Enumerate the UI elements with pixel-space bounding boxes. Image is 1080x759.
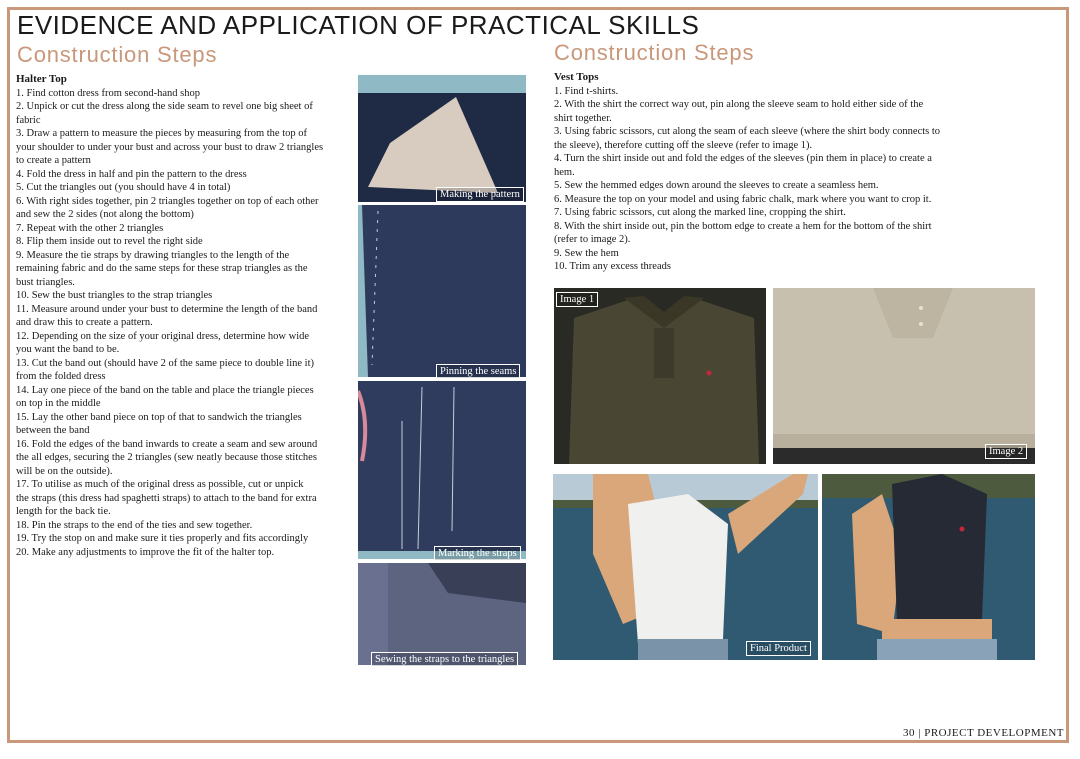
vest-tops-steps xyxy=(554,71,974,274)
caption-final-product: Final Product xyxy=(746,641,811,656)
photo-image-1 xyxy=(554,288,766,464)
step-line: (refer to image 2). xyxy=(554,234,631,245)
step-line: 11. Measure around under your bust to determine the length of the band xyxy=(16,303,318,315)
step-line: 2. With the shirt the correct way out, pin along the sleeve seam to hold either side of the xyxy=(554,99,924,110)
caption-making-pattern: Making the pattern xyxy=(436,187,524,202)
step-line: 13. Cut the band out (should have 2 of the same piece to double line it) xyxy=(16,357,315,369)
caption-image-1: Image 1 xyxy=(556,292,598,307)
step-line: 9. Sew the hem xyxy=(554,247,619,259)
step-line: 5. Sew the hemmed edges down around the sleeves to create a seamless hem. xyxy=(554,180,879,191)
step-line: 12. Depending on the size of your original dress, determine how wide xyxy=(16,330,310,342)
halter-top-heading: Halter Top xyxy=(16,73,67,85)
step-line: bust triangles. xyxy=(16,276,75,288)
step-line: 8. With the shirt inside out, pin the bottom edge to create a hem for the bottom of the shirt xyxy=(554,220,932,232)
vest-tops-heading: Vest Tops xyxy=(554,71,599,83)
step-line: hem. xyxy=(554,166,575,178)
step-line: the straps (this dress had spaghetti straps) to attach to the band for extra xyxy=(16,492,317,504)
caption-image-2: Image 2 xyxy=(985,444,1027,459)
step-line: 6. With right sides together, pin 2 triangles together on top of each other xyxy=(16,195,319,207)
step-line: your shoulder to under your bust and across your bust to draw 2 triangles xyxy=(16,141,324,153)
step-line: shirt together. xyxy=(554,112,612,124)
photo-sewing-straps xyxy=(358,563,526,665)
step-line: 19. Try the stop on and make sure it ties properly and fits accordingly xyxy=(16,533,309,544)
step-line: 2. Unpick or cut the dress along the side seam to revel one big sheet of xyxy=(16,101,313,112)
step-line: and sew the 2 sides (not along the bottom) xyxy=(16,209,194,220)
step-line: 6. Measure the top on your model and using fabric chalk, mark where you want to crop it. xyxy=(554,193,932,205)
page-footer: 30 | PROJECT DEVELOPMENT xyxy=(903,727,1064,739)
step-line: 18. Pin the straps to the end of the ties and sew together. xyxy=(16,519,253,531)
step-line: 15. Lay the other band piece on top of that to sandwich the triangles xyxy=(16,411,302,423)
step-line: 14. Lay one piece of the band on the table and place the triangle pieces xyxy=(16,384,314,396)
step-line: between the band xyxy=(16,425,90,436)
photo-making-pattern xyxy=(358,75,526,202)
halter-top-steps xyxy=(16,73,351,559)
right-subtitle: Construction Steps xyxy=(554,40,755,65)
step-line: 16. Fold the edges of the band inwards to create a seam and sew around xyxy=(16,438,318,450)
step-line: 3. Draw a pattern to measure the pieces by measuring from the top of xyxy=(16,128,307,139)
step-line: 4. Turn the shirt inside out and fold the edges of the sleeves (pin them in place) to create a xyxy=(554,153,932,164)
step-line: 17. To utilise as much of the original dress as possible, cut or unpick xyxy=(16,479,304,490)
caption-sewing-straps: Sewing the straps to the triangles xyxy=(371,652,518,667)
step-line: to create a pattern xyxy=(16,155,91,166)
step-line: the sleeve), therefore cutting off the sleeve (refer to image 1). xyxy=(554,139,813,151)
step-line: 4. Fold the dress in half and pin the pattern to the dress xyxy=(16,168,247,180)
step-line: will be on the outside). xyxy=(16,465,113,477)
step-line: 5. Cut the triangles out (you should have 4 in total) xyxy=(16,182,231,193)
step-line: 7. Repeat with the other 2 triangles xyxy=(16,222,164,234)
step-line: from the folded dress xyxy=(16,371,106,382)
photo-final-product-white xyxy=(553,474,818,660)
page-title: EVIDENCE AND APPLICATION OF PRACTICAL SKILLS xyxy=(17,10,700,40)
photo-image-2 xyxy=(773,288,1035,464)
step-line: 9. Measure the tie straps by drawing triangles to the length of the xyxy=(16,249,290,261)
step-line: and draw this to create a pattern. xyxy=(16,317,153,328)
left-subtitle: Construction Steps xyxy=(17,42,218,67)
caption-marking-straps: Marking the straps xyxy=(434,546,521,561)
step-line: the all edges, securing the 2 triangles (sew neatly because those stitches xyxy=(16,452,317,463)
step-line: 20. Make any adjustments to improve the fit of the halter top. xyxy=(16,546,275,558)
caption-pinning-seams: Pinning the seams xyxy=(436,364,520,379)
photo-pinning-seams xyxy=(358,205,526,377)
step-line: 8. Flip them inside out to revel the right side xyxy=(16,236,203,247)
step-line: 3. Using fabric scissors, cut along the seam of each sleeve (where the shirt body connects to xyxy=(554,126,941,137)
photo-marking-straps xyxy=(358,381,526,559)
step-line: 7. Using fabric scissors, cut along the marked line, cropping the shirt. xyxy=(554,207,846,218)
step-line: 1. Find cotton dress from second-hand shop xyxy=(16,87,201,99)
step-line: length for the back tie. xyxy=(16,506,111,517)
step-line: 1. Find t-shirts. xyxy=(554,85,619,97)
step-line: 10. Sew the bust triangles to the strap triangles xyxy=(16,290,213,301)
photo-final-product-navy xyxy=(822,474,1035,660)
step-line: remaining fabric and do the same steps for these strap triangles as the xyxy=(16,263,308,274)
step-line: 10. Trim any excess threads xyxy=(554,261,671,272)
step-line: fabric xyxy=(16,114,41,126)
step-line: you want the band to be. xyxy=(16,344,120,355)
step-line: on top in the middle xyxy=(16,398,101,409)
